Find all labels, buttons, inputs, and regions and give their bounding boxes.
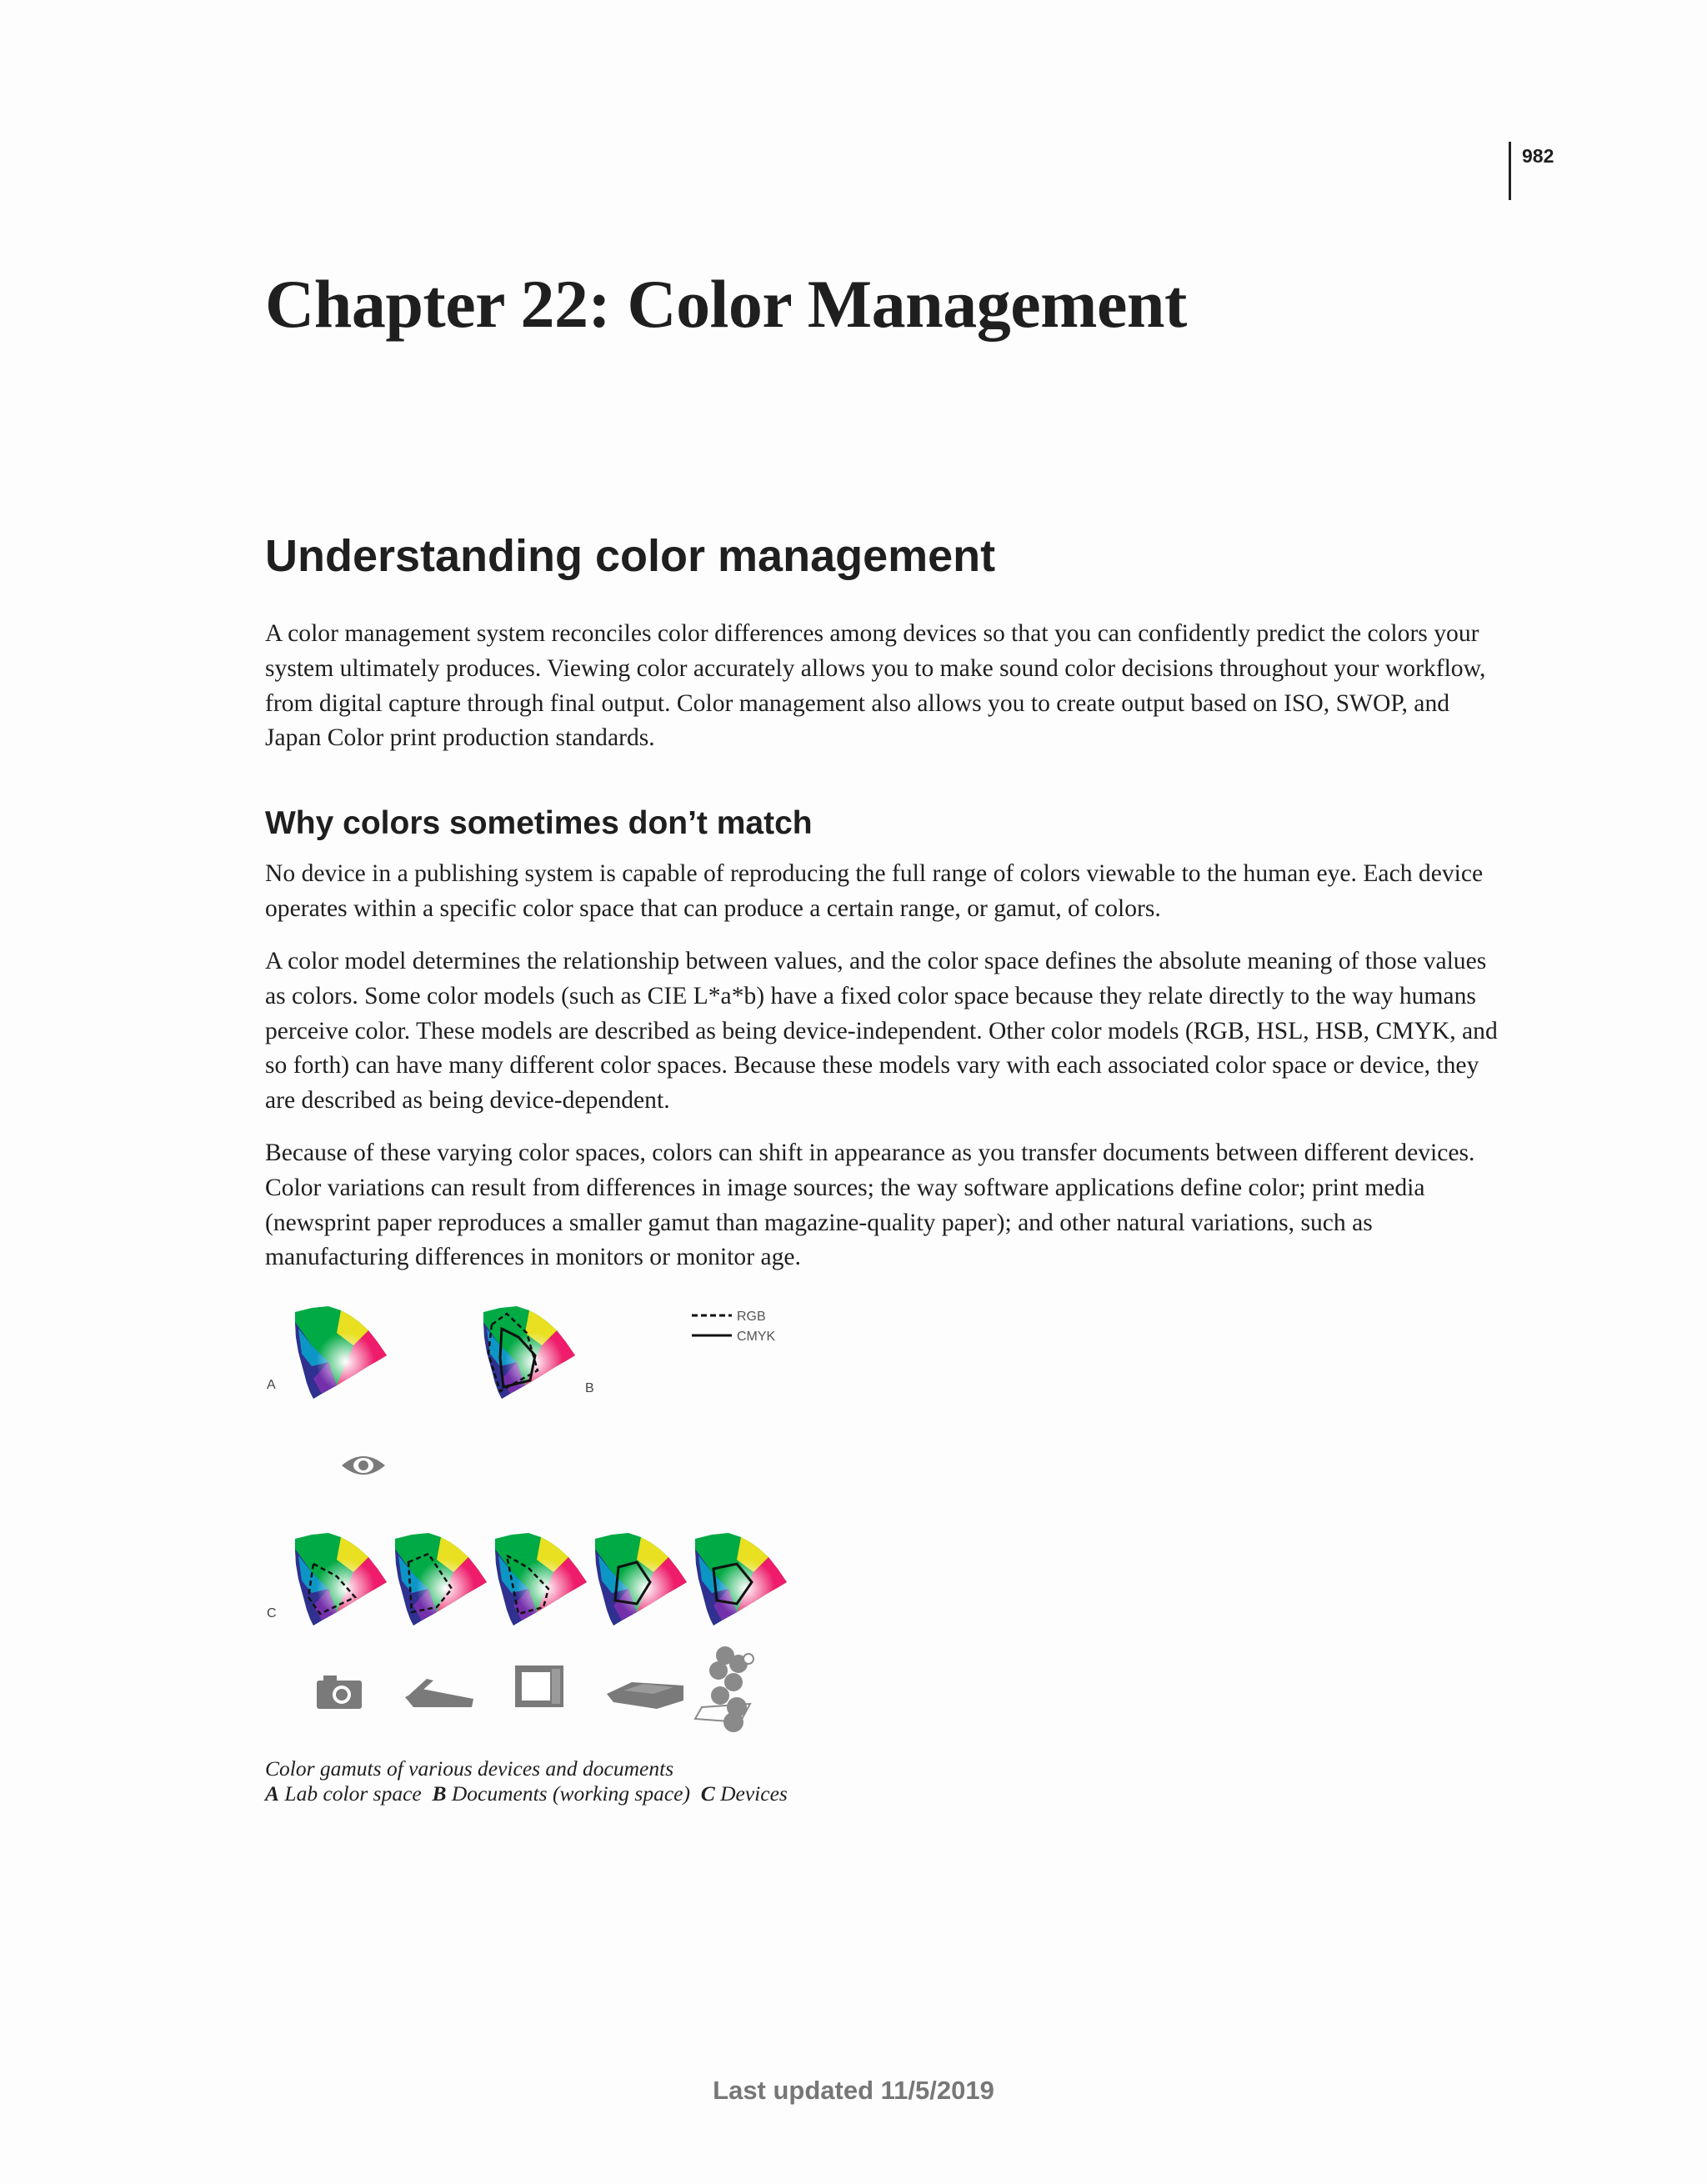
desktop-printer-icon: [607, 1682, 683, 1709]
label-a: A: [267, 1378, 276, 1392]
caption-key-b: B: [432, 1781, 447, 1806]
caption-text-b: Documents (working space): [446, 1781, 701, 1806]
page-number-rule: [1509, 142, 1511, 200]
monitor-gamut-diagram: [495, 1533, 587, 1625]
caption-text-c: Devices: [714, 1781, 788, 1806]
body-paragraph-4: Because of these varying color spaces, colors can shift in appearance as you transfer documents between different devices. Color variations can result from differences in image sources; the way software applications define color; print media (newsprint paper reproduces a smaller gamut than magazine-quality paper); and other natural variations, such as manufacturing differences in monitors or monitor age.: [265, 1140, 1475, 1271]
body-paragraph-1: A color management system reconciles color differences among devices so that you can confidently predict the colors your system ultimately produces. Viewing color accurately allows you to make sound color decisions throughout your workflow, from digital capture through final output. Color management also allows you to create output based on ISO, SWOP, and Japan Color print production standards.: [265, 620, 1486, 752]
subsection-heading: Why colors sometimes don’t match: [265, 805, 813, 841]
body-paragraph-2: No device in a publishing system is capable of reproducing the full range of colors viewable to the human eye. Each device operates within a specific color space that can produce a certain range, or gamut, of colors.: [265, 860, 1484, 922]
eye-icon: [342, 1456, 385, 1475]
chapter-title: Chapter 22: Color Management: [265, 266, 1187, 342]
camera-icon: [317, 1676, 362, 1709]
press-printer-icon: [695, 1646, 753, 1732]
label-b: B: [585, 1381, 594, 1395]
caption-key-line: [265, 1781, 788, 1806]
caption-text-a: Lab color space: [279, 1781, 433, 1806]
section-heading: Understanding color management: [265, 531, 996, 581]
body-paragraph-3: A color model determines the relationship between values, and the color space defines the absolute meaning of those values as colors. Some color models (such as CIE L*a*b) have a fixed color space because they relate directly to the way humans perceive color. These models are described as being device-independent. Other color models (RGB, HSL, HSB, CMYK, and so forth) can have many different color spaces. Because these models vary with each associated color space or device, they are described as being device-dependent.: [265, 948, 1498, 1115]
press-gamut-diagram: [695, 1533, 787, 1625]
figure-caption: [265, 1756, 788, 1806]
label-c: C: [267, 1606, 277, 1620]
caption-key-c: C: [700, 1781, 715, 1806]
page-number: 982: [1522, 145, 1554, 167]
scanner-gamut-diagram: [395, 1533, 487, 1625]
camera-gamut-diagram: [295, 1533, 387, 1625]
color-gamut-figure: [265, 1302, 798, 1744]
scanner-icon: [405, 1679, 473, 1707]
desktop-printer-gamut-diagram: [595, 1533, 687, 1625]
legend-rgb-label: RGB: [737, 1310, 766, 1324]
lab-gamut-diagram: [295, 1306, 387, 1399]
caption-key-a: A: [265, 1781, 280, 1806]
caption-title: Color gamuts of various devices and documents: [265, 1756, 674, 1781]
documents-gamut-diagram: [483, 1306, 575, 1399]
monitor-icon: [515, 1666, 563, 1707]
footer-last-updated: Last updated 11/5/2019: [713, 2076, 994, 2105]
legend-cmyk-label: CMYK: [737, 1330, 776, 1344]
